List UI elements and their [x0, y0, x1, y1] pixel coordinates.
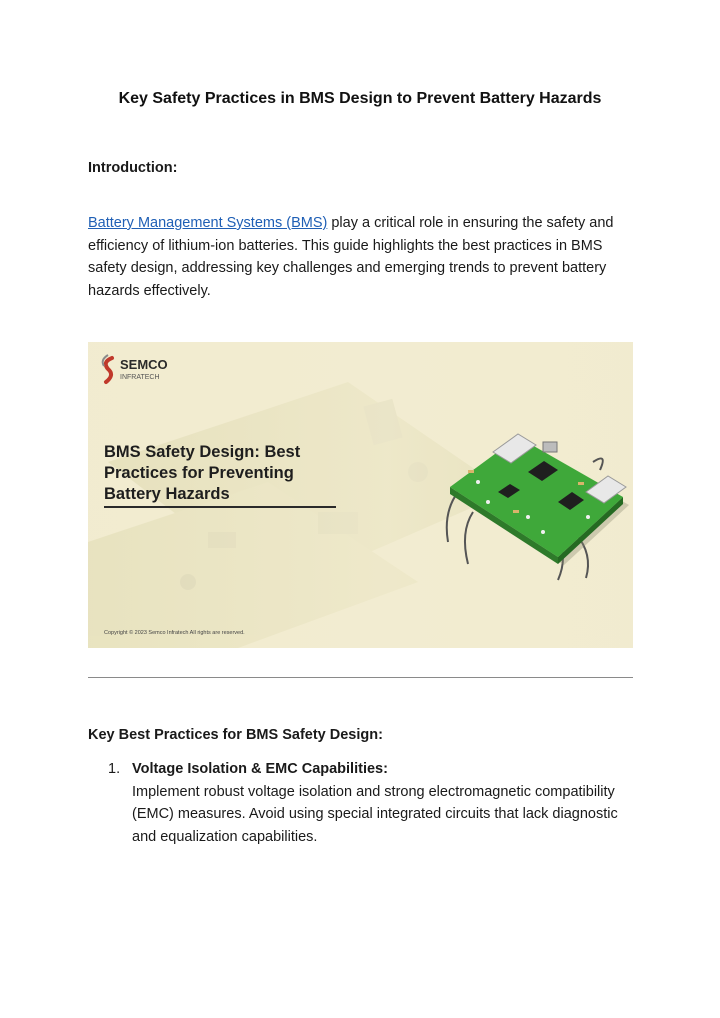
banner-image [88, 342, 633, 648]
list-item-text: Implement robust voltage isolation and strong electromagnetic compatibility (EMC) measures. Avoid using special integrated circuits that lack diagnostic and equalization capabilities. [132, 783, 618, 845]
banner-heading-line-2: Practices for Preventing [104, 464, 294, 482]
list-item-number: 1. [108, 761, 121, 777]
banner-heading-line-1: BMS Safety Design: Best [104, 443, 301, 461]
list-item-body [132, 758, 632, 848]
document-title: Key Safety Practices in BMS Design to Prevent Battery Hazards [118, 90, 602, 107]
logo-text-infratech: INFRATECH [120, 374, 160, 381]
logo-text-semco: SEMCO [120, 357, 168, 372]
introduction-paragraph [88, 212, 638, 302]
banner-heading-underline [104, 506, 336, 508]
section-divider [88, 677, 633, 678]
practices-heading: Key Best Practices for BMS Safety Design: [88, 727, 383, 743]
introduction-text: play a critical role in ensuring the safety and efficiency of lithium-ion batteries. This guide highlights the best practices in BMS safety design, addressing key challenges and emerging trends to prevent battery hazards effectively. [88, 215, 614, 299]
introduction-heading: Introduction: [88, 160, 178, 176]
banner-heading-line-3: Battery Hazards [104, 485, 230, 503]
list-item-title: Voltage Isolation & EMC Capabilities: [132, 761, 388, 777]
bms-link[interactable]: Battery Management Systems (BMS) [88, 215, 328, 231]
banner-copyright: Copyright © 2023 Semco Infratech All rights are reserved. [104, 630, 245, 636]
banner-graphic [88, 342, 633, 648]
